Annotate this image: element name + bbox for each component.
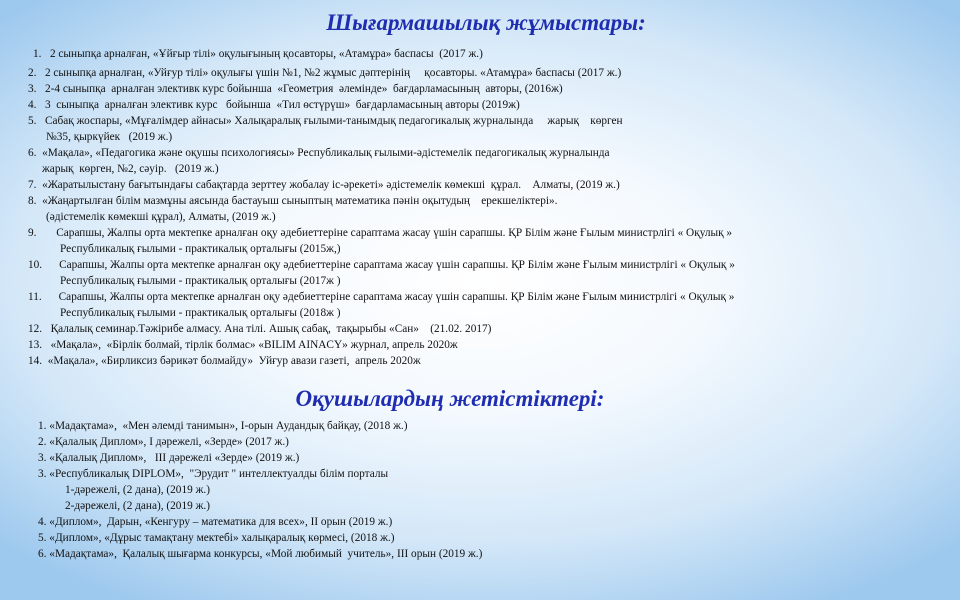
achievements-heading: Оқушылардың жетістіктері: bbox=[295, 386, 605, 411]
works-item-3: 3. 2-4 сыныпқа арналған элективк курс бойынша «Геометрия әлемінде» бағдарламасының авторы, (2016ж) bbox=[28, 83, 563, 95]
achievement-item-4-sub-2: 2-дәрежелі, (2 дана), (2019 ж.) bbox=[65, 500, 210, 512]
works-item-11-cont: Республикалық ғылыми - практикалық орталығы (2018ж ) bbox=[60, 307, 341, 319]
works-item-11: 11. Сарапшы, Жалпы орта мектепке арналған оқу әдебиеттеріне сараптама жасау үшін сарапшы. ҚР Білім және Ғылым министрлігі « Оқулық » bbox=[28, 291, 735, 303]
works-item-5: 5. Сабақ жоспары, «Мұғалімдер айнасы» Халықаралық ғылыми-танымдық педагогикалық журналында жарық көрген bbox=[28, 115, 623, 127]
achievement-item-7: 6. «Мадақтама», Қалалық шығарма конкурсы, «Мой любимый учитель», III орын (2019 ж.) bbox=[38, 548, 483, 560]
works-item-6: 6. «Мақала», «Педагогика және оқушы психологиясы» Республикалық ғылыми-әдістемелік педагогикалық журналында bbox=[28, 147, 610, 159]
works-heading: Шығармашылық жұмыстары: bbox=[326, 10, 646, 35]
works-item-7: 7. «Жаратылыстану бағытындағы сабақтарда зерттеу жобалау іс-әрекеті» әдістемелік көмекші құрал. Алматы, (2019 ж.) bbox=[28, 179, 620, 191]
achievement-item-4: 3. «Республикалық DIPLOM», "Эрудит " интеллектуалды білім порталы bbox=[38, 468, 389, 480]
works-item-2: 2. 2 сыныпқа арналған, «Уйғур тілі» оқулығы үшін №1, №2 жұмыс дәптерінің қосавторы. «Атамұра» баспасы (2017 ж.) bbox=[28, 67, 622, 79]
works-item-9-cont: Республикалық ғылыми - практикалық орталығы (2015ж,) bbox=[60, 243, 341, 255]
achievement-item-4-sub-1: 1-дәрежелі, (2 дана), (2019 ж.) bbox=[65, 484, 210, 496]
works-item-8: 8. «Жаңартылған білім мазмұны аясында бастауыш сыныптың математика пәнін оқытудың ерекшеліктері». bbox=[28, 195, 558, 207]
achievement-item-2: 2. «Қалалық Диплом», I дәрежелі, «Зерде» (2017 ж.) bbox=[38, 436, 289, 448]
achievement-item-3: 3. «Қалалық Диплом», III дәрежелі «Зерде» (2019 ж.) bbox=[38, 452, 300, 464]
works-item-10: 10. Сарапшы, Жалпы орта мектепке арналған оқу әдебиеттеріне сараптама жасау үшін сарапшы. ҚР Білім және Ғылым министрлігі « Оқулық » bbox=[28, 259, 735, 271]
works-item-13: 13. «Мақала», «Бірлік болмай, тірлік болмас» «BILIM AINACY» журнал, апрель 2020ж bbox=[28, 339, 458, 351]
works-item-14: 14. «Мақала», «Бирликсиз бәрикәт болмайду» Уйғур авази газеті, апрель 2020ж bbox=[28, 355, 421, 367]
works-item-10-cont: Республикалық ғылыми - практикалық орталығы (2017ж ) bbox=[60, 275, 341, 287]
works-item-12: 12. Қалалық семинар.Тәжірибе алмасу. Ана тілі. Ашық сабақ, тақырыбы «Сан» (21.02. 2017) bbox=[28, 323, 492, 335]
works-item-6-cont: жарық көрген, №2, сәуір. (2019 ж.) bbox=[42, 163, 219, 175]
works-item-5-cont: №35, қыркүйек (2019 ж.) bbox=[46, 131, 173, 143]
works-item-4: 4. 3 сыныпқа арналған элективк курс бойынша «Тил өстүрүш» бағдарламасының авторы (2019ж) bbox=[28, 99, 520, 111]
achievement-item-1: 1. «Мадақтама», «Мен әлемді танимын», I-орын Аудандық байқау, (2018 ж.) bbox=[38, 420, 408, 432]
achievement-item-5: 4. «Диплом», Дарын, «Кенгуру – математика для всех», II орын (2019 ж.) bbox=[38, 516, 393, 528]
achievement-item-6: 5. «Диплом», «Дұрыс тамақтану мектебі» халықаралық көрмесі, (2018 ж.) bbox=[38, 532, 395, 544]
works-item-8-cont: (әдістемелік көмекші құрал), Алматы, (2019 ж.) bbox=[46, 211, 276, 223]
works-item-9: 9. Сарапшы, Жалпы орта мектепке арналған оқу әдебиеттеріне сараптама жасау үшін сарапшы. ҚР Білім және Ғылым министрлігі « Оқулық » bbox=[28, 227, 733, 239]
works-item-1: 1. 2 сыныпқа арналған, «Ұйғыр тілі» оқулығының қосавторы, «Атамұра» баспасы (2017 ж.) bbox=[33, 48, 483, 60]
